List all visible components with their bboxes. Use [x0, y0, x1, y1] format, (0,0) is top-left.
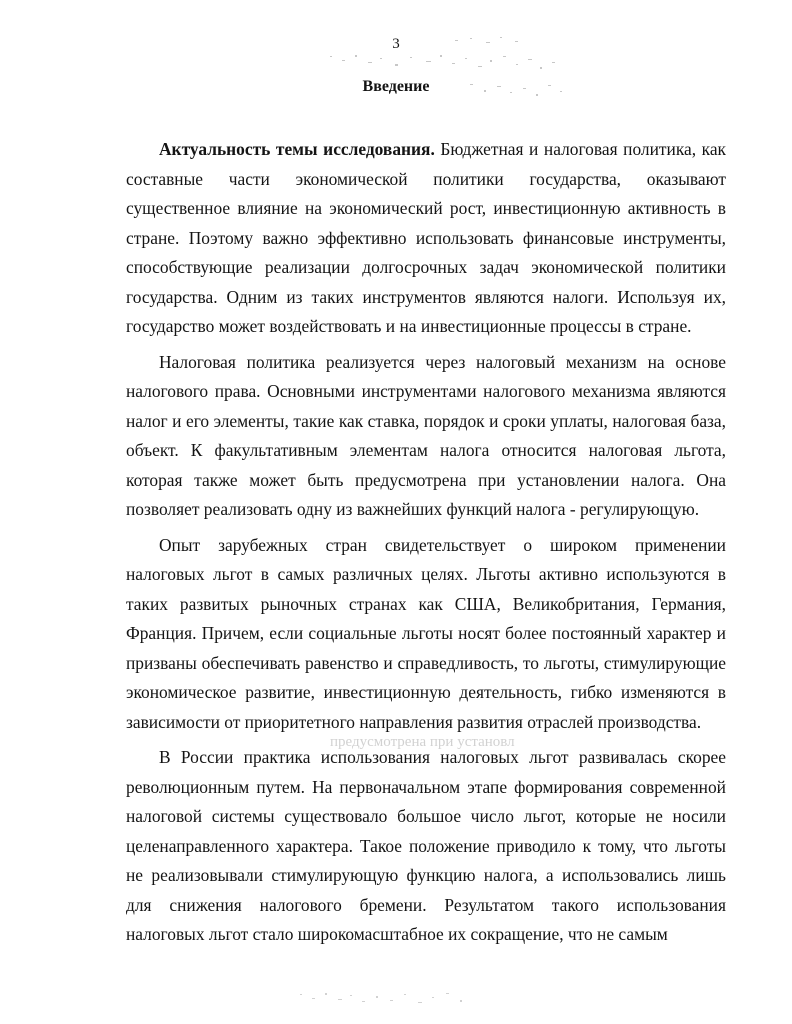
paragraph-1-lead: Актуальность темы исследования. — [159, 139, 435, 159]
paragraph-3: Опыт зарубежных стран свидетельствует о широком применении налоговых льгот в самых различных целях. Льготы активно используются в таких развитых рыночных странах как США, Великобритания, Германия, Франция. Причем, если социальные льготы носят более постоянный характер и призваны обеспечивать равенство и справедливость, то льготы, стимулирующие экономическое развитие, инвестиционную деятельность, гибко изменяются в зависимости от приоритетного направления развития отраслей производства. — [126, 534, 726, 732]
bleed-through-text: предусмотрена при установл — [330, 734, 515, 750]
paragraph-4: В России практика использования налоговых льгот развивалась скорее революционным путем. На первоначальном этапе формирования современной налоговой системы существовало большое число льгот, которые не носили целенаправленного характера. Такое положение приводило к тому, что льготы не реализовывали стимулирующую функцию налога, а использовались лишь для снижения налогового бремени. Результатом такого использования налоговых льгот стало широкомасштабное их сокращение, что не самым — [126, 747, 726, 944]
scan-noise-header — [0, 0, 792, 120]
body-text — [126, 135, 726, 956]
paragraph-1 — [126, 135, 726, 342]
scan-noise-footer — [0, 964, 792, 1024]
section-heading: Введение — [362, 78, 430, 95]
paragraph-2: Налоговая политика реализуется через налоговый механизм на основе налогового права. Основными инструментами налогового механизма являются налог и его элементы, такие как ставка, порядок и сроки уплаты, налоговая база, объект. К факультативным элементам налога относится налоговая льгота, которая также может быть предусмотрена при установлении налога. Она позволяет реализовать одну из важнейших функций налога - регулирующую. — [126, 351, 726, 519]
paragraph-1-text: Бюджетная и налоговая политика, как составные части экономической политики государства, оказывают существенное влияние на экономический рост, инвестиционную активность в стране. Поэтому важно эффективно использовать финансовые инструменты, способствующие реализации долгосрочных задач экономической политики государства. Одним из таких инструментов являются налоги. Используя их, государство может воздействовать и на инвестиционные процессы в стране. — [126, 139, 727, 336]
page-number: 3 — [392, 36, 400, 52]
